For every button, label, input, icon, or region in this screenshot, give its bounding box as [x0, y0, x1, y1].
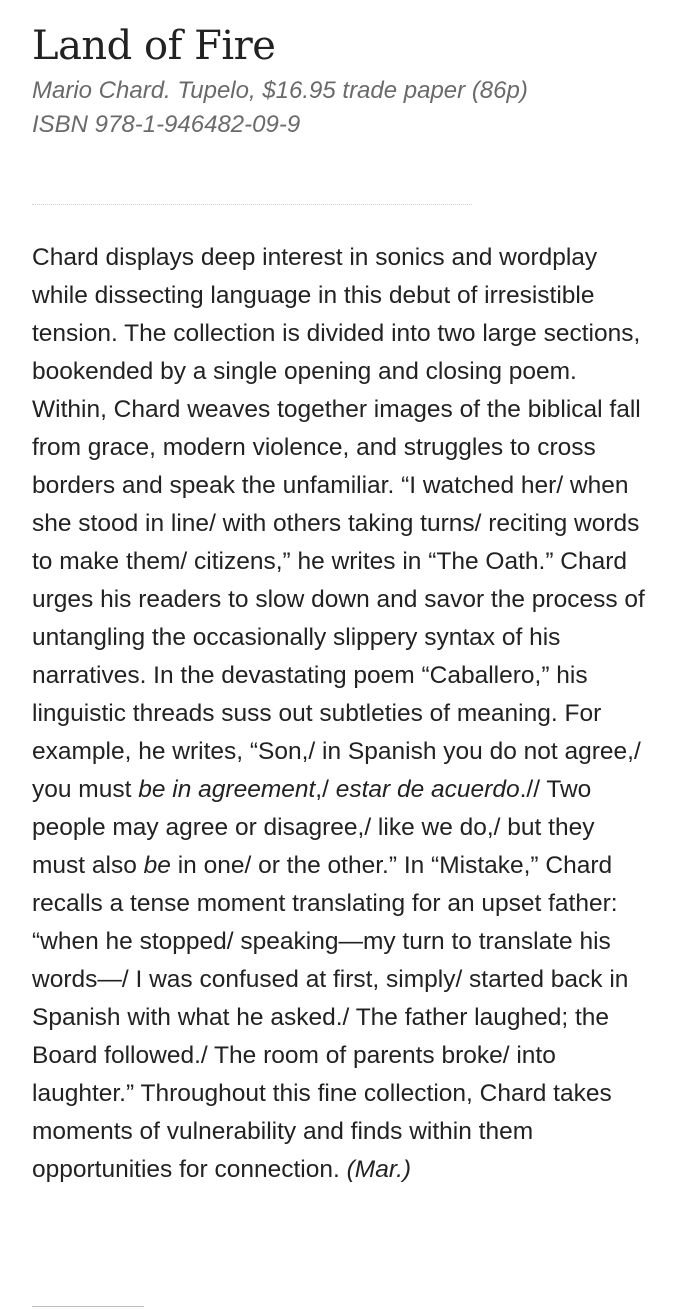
book-title: Land of Fire — [32, 23, 276, 69]
bottom-rule — [32, 1306, 144, 1307]
section-divider — [32, 204, 472, 205]
review-text-part: .// Two people may agree or disagree,/ like we do,/ but they must also — [32, 776, 595, 879]
review-date: (Mar.) — [346, 1156, 412, 1183]
book-isbn: ISBN 978-1-946482-09-9 — [32, 111, 301, 138]
review-italic-phrase: be in agreement — [138, 776, 316, 803]
book-meta — [32, 74, 652, 142]
review-text-part: ,/ — [315, 776, 336, 803]
review-italic-phrase: estar de acuerdo — [335, 776, 520, 803]
review-article — [32, 0, 652, 1189]
review-text-part: in one/ or the other.” In “Mistake,” Chard recalls a tense moment translating for an upset father: “when he stopped/ speaking—my turn to translate his words—/ I was confused at first, simply/ started back in Spanish with what he asked./ The father laughed; the Board followed./ The room of parents broke/ into laughter.” Throughout this fine collection, Chard takes moments of vulnerability and finds within them opportunities for connection. — [32, 852, 629, 1183]
book-byline: Mario Chard. Tupelo, $16.95 trade paper (86p) — [32, 77, 528, 104]
review-italic-phrase: be — [143, 852, 171, 879]
review-body — [32, 239, 652, 1189]
review-text-part: Chard displays deep interest in sonics and wordplay while dissecting language in this debut of irresistible tension. The collection is divided into two large sections, bookended by a single opening and closing poem. Within, Chard weaves together images of the biblical fall from grace, modern violence, and struggles to cross borders and speak the unfamiliar. “I watched her/ when she stood in line/ with others taking turns/ reciting words to make them/ citizens,” he writes in “The Oath.” Chard urges his readers to slow down and savor the process of untangling the occasionally slippery syntax of his narratives. In the devastating poem “Caballero,” his linguistic threads suss out subtleties of meaning. For example, he writes, “Son,/ in Spanish you do not agree,/ you must — [32, 244, 645, 803]
